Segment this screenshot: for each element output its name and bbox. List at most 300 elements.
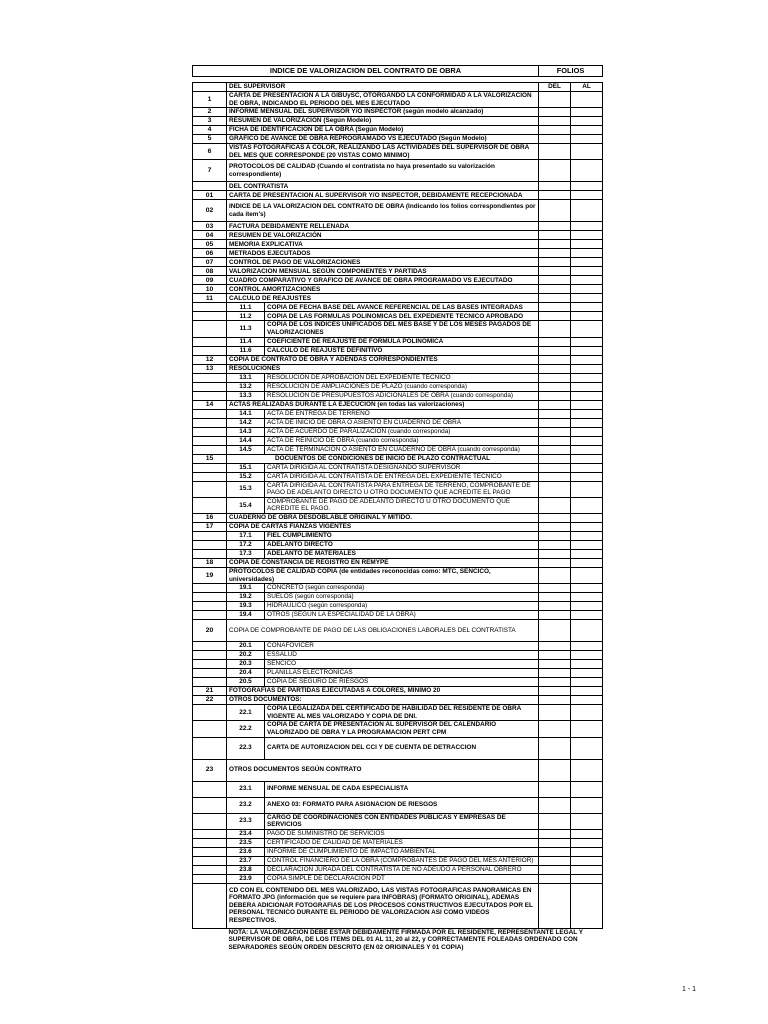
- row-description: CARTA DIRIGIDA AL CONTRATISTA DESIGNANDO SUPERVISOR: [265, 463, 539, 472]
- row-number: 03: [193, 222, 227, 231]
- row-description: MEMORIA EXPLICATIVA: [227, 240, 539, 249]
- sub-item-number: 22.3: [227, 737, 265, 759]
- sub-item-number: 20.5: [227, 678, 265, 687]
- sub-item-number: 11.1: [227, 303, 265, 312]
- table-row: [193, 558, 603, 567]
- row-description: ACTA DE REINICIO DE OBRA (cuando corresponda): [265, 436, 539, 445]
- table-row: [193, 759, 603, 781]
- folio-al-cell: [571, 364, 603, 373]
- folio-al-cell: [571, 382, 603, 391]
- folio-al-cell: [571, 160, 603, 182]
- folio-al-cell: [571, 558, 603, 567]
- folio-al-cell: [571, 427, 603, 436]
- row-number: [193, 611, 227, 620]
- row-description: ESSALUD: [265, 651, 539, 660]
- folio-al-cell: [571, 593, 603, 602]
- folio-al-cell: [571, 847, 603, 856]
- row-description: CALCULO DE REAJUSTE DEFINITIVO: [265, 346, 539, 355]
- row-number: [193, 418, 227, 427]
- row-description: PROTOCOLOS DE CALIDAD COPIA (de entidades reconocidas como: MTC, SENCICO, universidades): [227, 567, 539, 583]
- folio-al-cell: [571, 874, 603, 883]
- sub-item-number: 13.2: [227, 382, 265, 391]
- row-number: 11: [193, 294, 227, 303]
- folio-al-cell: [571, 611, 603, 620]
- row-description: CONAFOVICER: [265, 642, 539, 651]
- row-number: 12: [193, 355, 227, 364]
- row-number: [193, 797, 227, 813]
- table-row: [193, 829, 603, 838]
- folio-del-header: DEL: [539, 83, 571, 92]
- folio-al-cell: [571, 829, 603, 838]
- folio-al-cell: [571, 602, 603, 611]
- row-description: VALORIZACION MENSUAL SEGÚN COMPONENTES Y PARTIDAS: [227, 267, 539, 276]
- sub-item-number: 23.9: [227, 874, 265, 883]
- folio-al-cell: [571, 678, 603, 687]
- table-row: [193, 321, 603, 337]
- folio-al-cell: [571, 285, 603, 294]
- cd-note: CD CON EL CONTENIDO DEL MES VALORIZADO, LAS VISTAS FOTOGRAFICAS PANORAMICAS EN FORMATO JPG (información que se requiere para INFOBRAS) (FORMATO ORIGINAL), ADEMAS DEBERA ADICIONAR FOTOGRAFIAS DE LOS PROCESOS CONSTRUCTIVOS EJECUTADOS POR EL PERSONAL TECNICO DURANTE EL PERIODO DE VALORIZACION ASI COMO VIDEOS RESPECTIVOS.: [227, 883, 539, 928]
- folio-del-cell: [539, 222, 571, 231]
- row-description: OTROS DOCUMENTOS SEGÚN CONTRATO: [227, 759, 539, 781]
- row-number: [193, 182, 227, 191]
- row-number: 3: [193, 117, 227, 126]
- folio-al-cell: [571, 497, 603, 513]
- table-row: [193, 92, 603, 108]
- row-description: METRADOS EJECUTADOS: [227, 249, 539, 258]
- table-row: [193, 391, 603, 400]
- table-row: [193, 117, 603, 126]
- sub-item-number: 23.6: [227, 847, 265, 856]
- table-row: [193, 303, 603, 312]
- row-number: [193, 865, 227, 874]
- row-description: CARTA DE AUTORIZACION DEL CCI Y DE CUENTA DE DETRACCION: [265, 737, 539, 759]
- row-number: [193, 472, 227, 481]
- row-number: [193, 721, 227, 737]
- table-row: [193, 540, 603, 549]
- row-description: PROTOCOLOS DE CALIDAD (Cuando el contratista no haya presentado su valorización correspondiente): [227, 160, 539, 182]
- row-number: 09: [193, 276, 227, 285]
- folio-del-cell: [539, 522, 571, 531]
- folio-del-cell: [539, 705, 571, 721]
- folio-al-cell: [571, 463, 603, 472]
- row-number: [193, 602, 227, 611]
- row-description: CONTROL AMORTIZACIONES: [227, 285, 539, 294]
- folio-del-cell: [539, 829, 571, 838]
- row-number: [193, 481, 227, 497]
- row-description: OTROS DOCUMENTOS:: [227, 696, 539, 705]
- row-number: [193, 427, 227, 436]
- row-description: ANEXO 03: FORMATO PARA ASIGNACION DE RIESGOS: [265, 797, 539, 813]
- table-row: [193, 144, 603, 160]
- folio-al-cell: [571, 346, 603, 355]
- folio-del-cell: [539, 611, 571, 620]
- table-row: [193, 222, 603, 231]
- row-description: CONCRETO (según corresponda): [265, 584, 539, 593]
- row-number: 4: [193, 126, 227, 135]
- row-number: [193, 584, 227, 593]
- folio-al-cell: [571, 669, 603, 678]
- folio-al-cell: [571, 303, 603, 312]
- row-number: 5: [193, 135, 227, 144]
- folio-al-cell: [571, 418, 603, 427]
- table-row: [193, 472, 603, 481]
- section-heading: DEL SUPERVISOR: [227, 83, 539, 92]
- folio-al-cell: [571, 856, 603, 865]
- folio-del-cell: [539, 92, 571, 108]
- row-description: COPIA LEGALIZADA DEL CERTIFICADO DE HABILIDAD DEL RESIDENTE DE OBRA VIGENTE AL MES VALORIZADO Y COPIA DE DNI.: [265, 705, 539, 721]
- row-description: CONTROL DE PAGO DE VALORIZACIONES: [227, 258, 539, 267]
- row-description: CARTA DE PRESENTACION A LA GIBUySC, OTORGANDO LA CONFORMIDAD A LA VALORIZACION DE OBRA, INDICANDO EL PERIODO DEL MES EJECUTADO: [227, 92, 539, 108]
- table-row: [193, 721, 603, 737]
- folio-del-cell: [539, 593, 571, 602]
- folio-al-cell: [571, 737, 603, 759]
- table-row: [193, 135, 603, 144]
- row-description: VISTAS FOTOGRAFICAS A COLOR, REALIZANDO LAS ACTIVIDADES DEL SUPERVISOR DE OBRA DEL MES QUE CORRESPONDE (20 VISTAS COMO MINIMO): [227, 144, 539, 160]
- folio-al-header: AL: [571, 83, 603, 92]
- row-number: [193, 540, 227, 549]
- row-description: COPIA DE LOS INDICES UNIFICADOS DEL MES BASE Y DE LOS MESES PAGADOS DE VALORIZACIONES: [265, 321, 539, 337]
- folio-al-cell: [571, 813, 603, 829]
- table-row: [193, 865, 603, 874]
- row-description: COPIA DE CARTAS FIANZAS VIGENTES: [227, 522, 539, 531]
- row-description: RESOLUCION DE APROBACION DEL EXPEDIENTE TECNICO: [265, 373, 539, 382]
- row-description: CARTA DIRIGIDA AL CONTRATISTA PARA ENTREGA DE TERRENO, COMPROBANTE DE PAGO DE ADELANTO DIRECTO U OTRO DOCUMENTO QUE ACREDITE EL PAGO: [265, 481, 539, 497]
- folio-del-cell: [539, 409, 571, 418]
- folio-del-cell: [539, 337, 571, 346]
- folios-header: FOLIOS: [539, 66, 603, 77]
- table-row: [193, 240, 603, 249]
- row-number: 2: [193, 108, 227, 117]
- folio-del-cell: [539, 249, 571, 258]
- table-row: [193, 567, 603, 583]
- row-description: ACTA DE ENTREGA DE TERRENO: [265, 409, 539, 418]
- folio-del-cell: [539, 874, 571, 883]
- folio-al-cell: [571, 294, 603, 303]
- table-row: [193, 642, 603, 651]
- header-row: [193, 66, 603, 77]
- sub-item-number: 14.1: [227, 409, 265, 418]
- valuation-index-sheet: [192, 65, 602, 969]
- folio-al-cell: [571, 472, 603, 481]
- document-title: INDICE DE VALORIZACION DEL CONTRATO DE OBRA: [193, 66, 539, 77]
- folio-al-cell: [571, 781, 603, 797]
- row-number: 7: [193, 160, 227, 182]
- folio-al-cell: [571, 620, 603, 642]
- folio-al-cell: [571, 642, 603, 651]
- folio-al-cell: [571, 522, 603, 531]
- folio-al-cell: [571, 373, 603, 382]
- folio-del-cell: [539, 267, 571, 276]
- row-description: COPIA DE FECHA BASE DEL AVANCE REFERENCIAL DE LAS BASES INTEGRADAS: [265, 303, 539, 312]
- table-row: [193, 355, 603, 364]
- table-row: [193, 678, 603, 687]
- sub-item-number: 23.7: [227, 856, 265, 865]
- row-description: OTROS (SEGÚN LA ESPECIALIDAD DE LA OBRA): [265, 611, 539, 620]
- row-description: COPIA SIMPLE DE DECLARACION PDT: [265, 874, 539, 883]
- folio-del-cell: [539, 540, 571, 549]
- row-number: [193, 436, 227, 445]
- row-number: [193, 531, 227, 540]
- final-note-row: [193, 928, 603, 969]
- folio-del-cell: [539, 678, 571, 687]
- table-row: [193, 513, 603, 522]
- table-row: [193, 696, 603, 705]
- row-description: DOCUENTOS DE CONDICIONES DE INICIO DE PLAZO CONTRACTUAL: [227, 454, 539, 463]
- sub-item-number: 17.3: [227, 549, 265, 558]
- row-number: [193, 312, 227, 321]
- row-description: SENCICO: [265, 660, 539, 669]
- row-description: FICHA DE IDENTIFICACION DE LA OBRA (Según Modelo): [227, 126, 539, 135]
- folio-al-cell: [571, 651, 603, 660]
- folio-del-cell: [539, 797, 571, 813]
- folio-al-cell: [571, 191, 603, 200]
- folio-al-cell: [571, 117, 603, 126]
- folio-al-cell: [571, 258, 603, 267]
- row-number: [193, 705, 227, 721]
- folio-del-cell: [539, 620, 571, 642]
- row-description: ADELANTO DE MATERIALES: [265, 549, 539, 558]
- row-description: RESUMEN DE VALORIZACIÓN (Según Modelo): [227, 117, 539, 126]
- row-description: RESUMEN DE VALORIZACIÓN: [227, 231, 539, 240]
- table-row: [193, 382, 603, 391]
- row-number: [193, 409, 227, 418]
- folio-del-cell: [539, 231, 571, 240]
- row-description: COMPROBANTE DE PAGO DE ADELANTO DIRECTO U OTRO DOCUMENTO QUE ACREDITE EL PAGO.: [265, 497, 539, 513]
- row-number: 13: [193, 364, 227, 373]
- row-description: COPIA DE CONTRATO DE OBRA Y ADENDAS CORRESPONDIENTES: [227, 355, 539, 364]
- folio-del-cell: [539, 660, 571, 669]
- row-number: [193, 781, 227, 797]
- row-number: 22: [193, 696, 227, 705]
- sub-item-number: 19.2: [227, 593, 265, 602]
- row-number: [193, 321, 227, 337]
- row-description: COPIA DE COMPROBANTE DE PAGO DE LAS OBLIGACIONES LABORALES DEL CONTRATISTA: [227, 620, 539, 642]
- row-description: GRÁFICO DE AVANCE DE OBRA REPROGRAMADO VS EJECUTADO (Según Modelo): [227, 135, 539, 144]
- sub-item-number: 23.1: [227, 781, 265, 797]
- folio-del-cell: [539, 126, 571, 135]
- row-number: [193, 391, 227, 400]
- sub-item-number: 23.2: [227, 797, 265, 813]
- row-description: CONTROL FINANCIERO DE LA OBRA (COMPROBANTES DE PAGO DEL MES ANTERIOR): [265, 856, 539, 865]
- folio-del-cell: [539, 382, 571, 391]
- sub-item-number: 11.4: [227, 337, 265, 346]
- folio-del-cell: [539, 669, 571, 678]
- folio-al-cell: [571, 321, 603, 337]
- folio-del-cell: [539, 240, 571, 249]
- section-heading: DEL CONTRATISTA: [227, 182, 539, 191]
- folio-del-cell: [539, 294, 571, 303]
- row-description: ACTA DE TERMINACION O ASIENTO EN CUADERNO DE OBRA (cuando corresponda): [265, 445, 539, 454]
- folio-del-cell: [539, 481, 571, 497]
- row-number: 06: [193, 249, 227, 258]
- folio-del-cell: [539, 847, 571, 856]
- folio-al-cell: [571, 797, 603, 813]
- folio-al-cell: [571, 144, 603, 160]
- row-description: ACTAS REALIZADAS DURANTE LA EJECUCIÓN (en todas las valorizaciones): [227, 400, 539, 409]
- folio-del-cell: [539, 346, 571, 355]
- row-number: 18: [193, 558, 227, 567]
- table-row: [193, 160, 603, 182]
- folio-al-cell: [571, 182, 603, 191]
- folio-al-cell: [571, 721, 603, 737]
- table-row: [193, 267, 603, 276]
- folio-del-cell: [539, 651, 571, 660]
- row-description: ACTA DE INICIO DE OBRA O ASIENTO EN CUADERNO DE OBRA: [265, 418, 539, 427]
- folio-al-cell: [571, 838, 603, 847]
- final-note: NOTA: LA VALORIZACION DEBE ESTAR DEBIDAMENTE FIRMADA POR EL RESIDENTE, REPRESENTANTE LEGAL Y SUPERVISOR DE OBRA, DE LOS ITEMS DEL 01 AL 11, 20 al 22, y CORRECTAMENTE FOLEADAS ORDENADO CON SEPARADORES SEGÚN ORDEN DESCRITO (EN 02 ORIGINALES Y 01 COPIA): [228, 928, 583, 951]
- sub-item-number: 11.2: [227, 312, 265, 321]
- row-description: COPIA DE CONSTANCIA DE REGISTRO EN REMYPE: [227, 558, 539, 567]
- row-description: SUELOS (según corresponda): [265, 593, 539, 602]
- table-row: [193, 497, 603, 513]
- sub-item-number: 15.3: [227, 481, 265, 497]
- row-number: [193, 874, 227, 883]
- sub-item-number: 19.1: [227, 584, 265, 593]
- table-row: [193, 346, 603, 355]
- sub-item-number: 20.2: [227, 651, 265, 660]
- row-number: 01: [193, 191, 227, 200]
- table-row: [193, 660, 603, 669]
- table-row: [193, 549, 603, 558]
- folio-del-cell: [539, 497, 571, 513]
- table-row: [193, 445, 603, 454]
- table-row: [193, 838, 603, 847]
- folio-del-cell: [539, 602, 571, 611]
- folio-del-cell: [539, 642, 571, 651]
- folio-al-cell: [571, 276, 603, 285]
- row-number: 23: [193, 759, 227, 781]
- table-row: [193, 418, 603, 427]
- row-number: [193, 651, 227, 660]
- folio-al-cell: [571, 540, 603, 549]
- folio-al-cell: [571, 108, 603, 117]
- folio-del-cell: [539, 445, 571, 454]
- folio-del-cell: [539, 721, 571, 737]
- row-description: INFORME DE CUMPLIMIENTO DE IMPACTO AMBIENTAL: [265, 847, 539, 856]
- row-number: [193, 549, 227, 558]
- folio-al-cell: [571, 200, 603, 222]
- table-row: [193, 182, 603, 191]
- row-number: [193, 838, 227, 847]
- folio-del-cell: [539, 135, 571, 144]
- folio-al-cell: [571, 409, 603, 418]
- folio-al-cell: [571, 549, 603, 558]
- row-number: [193, 642, 227, 651]
- row-number: 21: [193, 687, 227, 696]
- sub-item-number: 23.3: [227, 813, 265, 829]
- table-row: [193, 258, 603, 267]
- sub-item-number: 20.1: [227, 642, 265, 651]
- folio-al-cell: [571, 687, 603, 696]
- folio-del-cell: [539, 883, 571, 928]
- row-number: 16: [193, 513, 227, 522]
- row-description: FIEL CUMPLIMIENTO: [265, 531, 539, 540]
- sub-item-number: 17.1: [227, 531, 265, 540]
- table-row: [193, 611, 603, 620]
- sub-item-number: 13.1: [227, 373, 265, 382]
- folio-del-cell: [539, 759, 571, 781]
- table-row: [193, 856, 603, 865]
- table-row: [193, 454, 603, 463]
- table-row: [193, 191, 603, 200]
- folio-al-cell: [571, 660, 603, 669]
- folio-al-cell: [571, 337, 603, 346]
- table-row: [193, 337, 603, 346]
- folio-al-cell: [571, 531, 603, 540]
- folio-al-cell: [571, 436, 603, 445]
- folio-del-cell: [539, 391, 571, 400]
- row-number: [193, 593, 227, 602]
- table-row: [193, 620, 603, 642]
- folio-del-cell: [539, 182, 571, 191]
- folio-al-cell: [571, 240, 603, 249]
- row-number: [193, 445, 227, 454]
- row-description: COPIA DE LAS FORMULAS POLINOMICAS DEL EXPEDIENTE TECNICO APROBADO: [265, 312, 539, 321]
- row-number: [193, 497, 227, 513]
- row-number: [193, 303, 227, 312]
- sub-item-number: 22.2: [227, 721, 265, 737]
- folio-al-cell: [571, 584, 603, 593]
- folio-del-cell: [539, 191, 571, 200]
- row-number: [193, 669, 227, 678]
- folio-del-cell: [539, 285, 571, 294]
- folio-del-cell: [539, 160, 571, 182]
- sub-item-number: 17.2: [227, 540, 265, 549]
- sub-item-number: 15.1: [227, 463, 265, 472]
- table-row: [193, 83, 603, 92]
- row-number: [193, 847, 227, 856]
- table-row: [193, 276, 603, 285]
- folio-al-cell: [571, 481, 603, 497]
- row-description: HIDRAULICO (según corresponda): [265, 602, 539, 611]
- table-row: [193, 463, 603, 472]
- sub-item-number: 15.2: [227, 472, 265, 481]
- row-number: 14: [193, 400, 227, 409]
- folio-del-cell: [539, 200, 571, 222]
- sub-item-number: 22.1: [227, 705, 265, 721]
- sub-item-number: 19.4: [227, 611, 265, 620]
- table-row: [193, 481, 603, 497]
- row-number: 19: [193, 567, 227, 583]
- page-number: 1 - 1: [682, 986, 697, 993]
- folio-al-cell: [571, 883, 603, 928]
- row-number: 04: [193, 231, 227, 240]
- row-description: CARTA DIRIGIDA AL CONTRATISTA DE ENTREGA DEL EXPEDIENTE TECNICO: [265, 472, 539, 481]
- table-row: [193, 312, 603, 321]
- row-number: [193, 83, 227, 92]
- table-row: [193, 108, 603, 117]
- folio-al-cell: [571, 231, 603, 240]
- table-row: [193, 400, 603, 409]
- folio-del-cell: [539, 117, 571, 126]
- table-row: [193, 813, 603, 829]
- table-row: [193, 584, 603, 593]
- sub-item-number: 19.3: [227, 602, 265, 611]
- folio-del-cell: [539, 856, 571, 865]
- folio-al-cell: [571, 222, 603, 231]
- row-description: CUADRO COMPARATIVO Y GRAFICO DE AVANCE DE OBRA PROGRAMADO VS EJECUTADO: [227, 276, 539, 285]
- folio-al-cell: [571, 567, 603, 583]
- row-number: 17: [193, 522, 227, 531]
- sub-item-number: 14.2: [227, 418, 265, 427]
- table-row: [193, 705, 603, 721]
- table-row: [193, 797, 603, 813]
- row-number: [193, 337, 227, 346]
- row-description: COPIA DE CARTA DE PRESENTACION AL SUPERVISOR DEL CALENDARIO VALORIZADO DE OBRA Y LA PROGRAMACION PERT CPM: [265, 721, 539, 737]
- sub-item-number: 23.5: [227, 838, 265, 847]
- folio-del-cell: [539, 108, 571, 117]
- table-row: [193, 593, 603, 602]
